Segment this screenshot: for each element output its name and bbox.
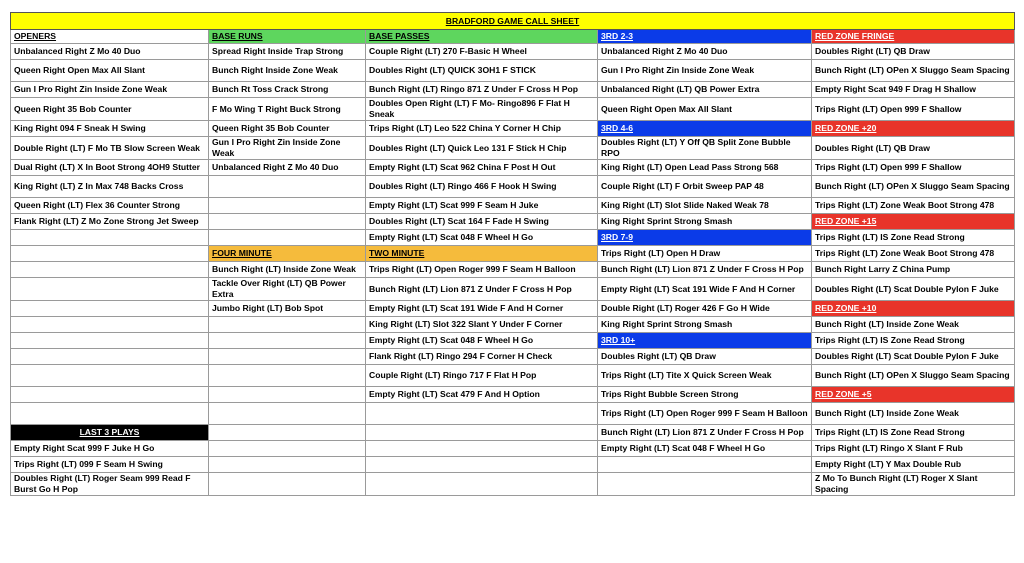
play-call-third: Queen Right Open Max All Slant [598,98,812,121]
play-call-passes: Doubles Right (LT) Ringo 466 F Hook H Swing [366,176,598,198]
play-call-passes: Doubles Right (LT) Quick Leo 131 F Stick H Chip [366,137,598,160]
table-row [11,365,1015,387]
play-call-third: Trips Right (LT) Open H Draw [598,246,812,262]
play-call-openers: King Right 094 F Sneak H Swing [11,121,209,137]
section-header-runs: BASE RUNS [209,30,366,44]
table-row [11,44,1015,60]
play-call-redzone: Bunch Right (LT) Inside Zone Weak [812,317,1015,333]
play-call-passes: Trips Right (LT) Open Roger 999 F Seam H Balloon [366,262,598,278]
play-call-openers: Queen Right 35 Bob Counter [11,98,209,121]
play-call-passes: Doubles Open Right (LT) F Mo- Ringo896 F Flat H Sneak [366,98,598,121]
section-header-third: 3RD 10+ [598,333,812,349]
table-row [11,137,1015,160]
empty-cell [209,403,366,425]
table-row [11,230,1015,246]
empty-cell [209,457,366,473]
play-call-openers: Doubles Right (LT) Roger Seam 999 Read F Burst Go H Pop [11,473,209,496]
play-call-redzone: Trips Right (LT) Zone Weak Boot Strong 478 [812,246,1015,262]
empty-cell [598,473,812,496]
play-call-third: Empty Right (LT) Scat 048 F Wheel H Go [598,441,812,457]
play-call-third: Trips Right (LT) Open Roger 999 F Seam H Balloon [598,403,812,425]
play-call-redzone: Trips Right (LT) Open 999 F Shallow [812,98,1015,121]
table-row [11,214,1015,230]
section-header-redzone: RED ZONE FRINGE [812,30,1015,44]
play-call-passes: Doubles Right (LT) QUICK 3OH1 F STICK [366,60,598,82]
play-call-passes: Doubles Right (LT) Scat 164 F Fade H Swing [366,214,598,230]
sheet-title: BRADFORD GAME CALL SHEET [11,13,1015,30]
play-call-passes: Empty Right (LT) Scat 479 F And H Option [366,387,598,403]
play-call-third: King Right Sprint Strong Smash [598,214,812,230]
play-call-third: Doubles Right (LT) Y Off QB Split Zone Bubble RPO [598,137,812,160]
play-call-passes: Trips Right (LT) Leo 522 China Y Corner H Chip [366,121,598,137]
play-call-redzone: Doubles Right (LT) QB Draw [812,44,1015,60]
play-call-passes: Bunch Right (LT) Ringo 871 Z Under F Cross H Pop [366,82,598,98]
table-row [11,333,1015,349]
play-call-runs: Bunch Right (LT) Inside Zone Weak [209,262,366,278]
section-header-passes: TWO MINUTE [366,246,598,262]
empty-cell [209,441,366,457]
play-call-redzone: Trips Right (LT) Open 999 F Shallow [812,160,1015,176]
play-call-openers: Queen Right Open Max All Slant [11,60,209,82]
empty-cell [209,333,366,349]
empty-cell [366,403,598,425]
section-header-openers: OPENERS [11,30,209,44]
table-row [11,387,1015,403]
play-call-redzone: Doubles Right (LT) Scat Double Pylon F Juke [812,349,1015,365]
play-call-redzone: Trips Right (LT) IS Zone Read Strong [812,333,1015,349]
empty-cell [209,425,366,441]
section-header-openers: LAST 3 PLAYS [11,425,209,441]
empty-cell [209,176,366,198]
empty-cell [11,317,209,333]
empty-cell [366,441,598,457]
play-call-passes: Empty Right (LT) Scat 191 Wide F And H Corner [366,301,598,317]
empty-cell [366,457,598,473]
play-call-openers: Empty Right Scat 999 F Juke H Go [11,441,209,457]
play-call-runs: Gun I Pro Right Zin Inside Zone Weak [209,137,366,160]
play-call-passes: Couple Right (LT) 270 F-Basic H Wheel [366,44,598,60]
table-row [11,301,1015,317]
empty-cell [11,246,209,262]
play-call-third: Doubles Right (LT) QB Draw [598,349,812,365]
play-call-third: Trips Right (LT) Tite X Quick Screen Weak [598,365,812,387]
play-call-third: Gun I Pro Right Zin Inside Zone Weak [598,60,812,82]
play-call-openers: Queen Right (LT) Flex 36 Counter Strong [11,198,209,214]
play-call-redzone: Bunch Right (LT) Inside Zone Weak [812,403,1015,425]
table-row [11,349,1015,365]
play-call-third: Empty Right (LT) Scat 191 Wide F And H Corner [598,278,812,301]
play-call-redzone: Trips Right (LT) Zone Weak Boot Strong 478 [812,198,1015,214]
play-call-redzone: Trips Right (LT) Ringo X Slant F Rub [812,441,1015,457]
empty-cell [11,278,209,301]
play-call-openers: Gun I Pro Right Zin Inside Zone Weak [11,82,209,98]
empty-cell [11,349,209,365]
play-call-third: King Right (LT) Open Lead Pass Strong 568 [598,160,812,176]
empty-cell [209,198,366,214]
section-header-redzone: RED ZONE +5 [812,387,1015,403]
table-row [11,441,1015,457]
section-header-runs: FOUR MINUTE [209,246,366,262]
empty-cell [209,365,366,387]
title-row [11,13,1015,30]
play-call-passes: Empty Right (LT) Scat 999 F Seam H Juke [366,198,598,214]
table-row [11,82,1015,98]
table-row [11,457,1015,473]
play-call-runs: Tackle Over Right (LT) QB Power Extra [209,278,366,301]
play-call-runs: Bunch Right Inside Zone Weak [209,60,366,82]
table-row [11,30,1015,44]
play-call-redzone: Doubles Right (LT) QB Draw [812,137,1015,160]
play-call-redzone: Trips Right (LT) IS Zone Read Strong [812,230,1015,246]
empty-cell [209,214,366,230]
table-row [11,160,1015,176]
call-sheet-body [11,13,1015,496]
play-call-passes: Empty Right (LT) Scat 048 F Wheel H Go [366,230,598,246]
table-row [11,198,1015,214]
table-row [11,60,1015,82]
section-header-third: 3RD 2-3 [598,30,812,44]
section-header-redzone: RED ZONE +15 [812,214,1015,230]
play-call-passes: King Right (LT) Slot 322 Slant Y Under F Corner [366,317,598,333]
play-call-openers: Dual Right (LT) X In Boot Strong 4OH9 Stutter [11,160,209,176]
play-call-third: Bunch Right (LT) Lion 871 Z Under F Cross H Pop [598,262,812,278]
play-call-passes: Couple Right (LT) Ringo 717 F Flat H Pop [366,365,598,387]
play-call-openers: Unbalanced Right Z Mo 40 Duo [11,44,209,60]
empty-cell [209,473,366,496]
empty-cell [11,365,209,387]
empty-cell [598,457,812,473]
section-header-third: 3RD 4-6 [598,121,812,137]
empty-cell [366,425,598,441]
play-call-third: Bunch Right (LT) Lion 871 Z Under F Cross H Pop [598,425,812,441]
table-row [11,473,1015,496]
empty-cell [11,230,209,246]
play-call-runs: Queen Right 35 Bob Counter [209,121,366,137]
table-row [11,121,1015,137]
empty-cell [366,473,598,496]
call-sheet-table [10,12,1015,496]
empty-cell [209,387,366,403]
empty-cell [209,349,366,365]
table-row [11,176,1015,198]
play-call-openers: Double Right (LT) F Mo TB Slow Screen Weak [11,137,209,160]
play-call-runs: Jumbo Right (LT) Bob Spot [209,301,366,317]
play-call-redzone: Empty Right (LT) Y Max Double Rub [812,457,1015,473]
empty-cell [11,333,209,349]
play-call-redzone: Bunch Right (LT) OPen X Sluggo Seam Spacing [812,176,1015,198]
play-call-runs: Bunch Rt Toss Crack Strong [209,82,366,98]
empty-cell [11,262,209,278]
play-call-redzone: Doubles Right (LT) Scat Double Pylon F Juke [812,278,1015,301]
table-row [11,98,1015,121]
play-call-redzone: Bunch Right (LT) OPen X Sluggo Seam Spacing [812,60,1015,82]
play-call-openers: Trips Right (LT) 099 F Seam H Swing [11,457,209,473]
empty-cell [11,301,209,317]
play-call-passes: Flank Right (LT) Ringo 294 F Corner H Check [366,349,598,365]
table-row [11,403,1015,425]
play-call-redzone: Z Mo To Bunch Right (LT) Roger X Slant Spacing [812,473,1015,496]
play-call-third: Couple Right (LT) F Orbit Sweep PAP 48 [598,176,812,198]
play-call-openers: Flank Right (LT) Z Mo Zone Strong Jet Sweep [11,214,209,230]
table-row [11,246,1015,262]
table-row [11,425,1015,441]
play-call-redzone: Trips Right (LT) IS Zone Read Strong [812,425,1015,441]
play-call-third: King Right Sprint Strong Smash [598,317,812,333]
play-call-openers: King Right (LT) Z In Max 748 Backs Cross [11,176,209,198]
table-row [11,278,1015,301]
empty-cell [209,230,366,246]
play-call-runs: Unbalanced Right Z Mo 40 Duo [209,160,366,176]
table-row [11,262,1015,278]
empty-cell [11,403,209,425]
play-call-redzone: Empty Right Scat 949 F Drag H Shallow [812,82,1015,98]
play-call-redzone: Bunch Right Larry Z China Pump [812,262,1015,278]
play-call-third: Unbalanced Right (LT) QB Power Extra [598,82,812,98]
table-row [11,317,1015,333]
play-call-passes: Empty Right (LT) Scat 962 China F Post H Out [366,160,598,176]
empty-cell [11,387,209,403]
play-call-third: King Right (LT) Slot Slide Naked Weak 78 [598,198,812,214]
section-header-redzone: RED ZONE +20 [812,121,1015,137]
section-header-redzone: RED ZONE +10 [812,301,1015,317]
play-call-redzone: Bunch Right (LT) OPen X Sluggo Seam Spacing [812,365,1015,387]
play-call-runs: Spread Right Inside Trap Strong [209,44,366,60]
play-call-passes: Bunch Right (LT) Lion 871 Z Under F Cross H Pop [366,278,598,301]
section-header-passes: BASE PASSES [366,30,598,44]
play-call-passes: Empty Right (LT) Scat 048 F Wheel H Go [366,333,598,349]
play-call-runs: F Mo Wing T Right Buck Strong [209,98,366,121]
play-call-third: Double Right (LT) Roger 426 F Go H Wide [598,301,812,317]
empty-cell [209,317,366,333]
section-header-third: 3RD 7-9 [598,230,812,246]
play-call-third: Unbalanced Right Z Mo 40 Duo [598,44,812,60]
play-call-third: Trips Right Bubble Screen Strong [598,387,812,403]
